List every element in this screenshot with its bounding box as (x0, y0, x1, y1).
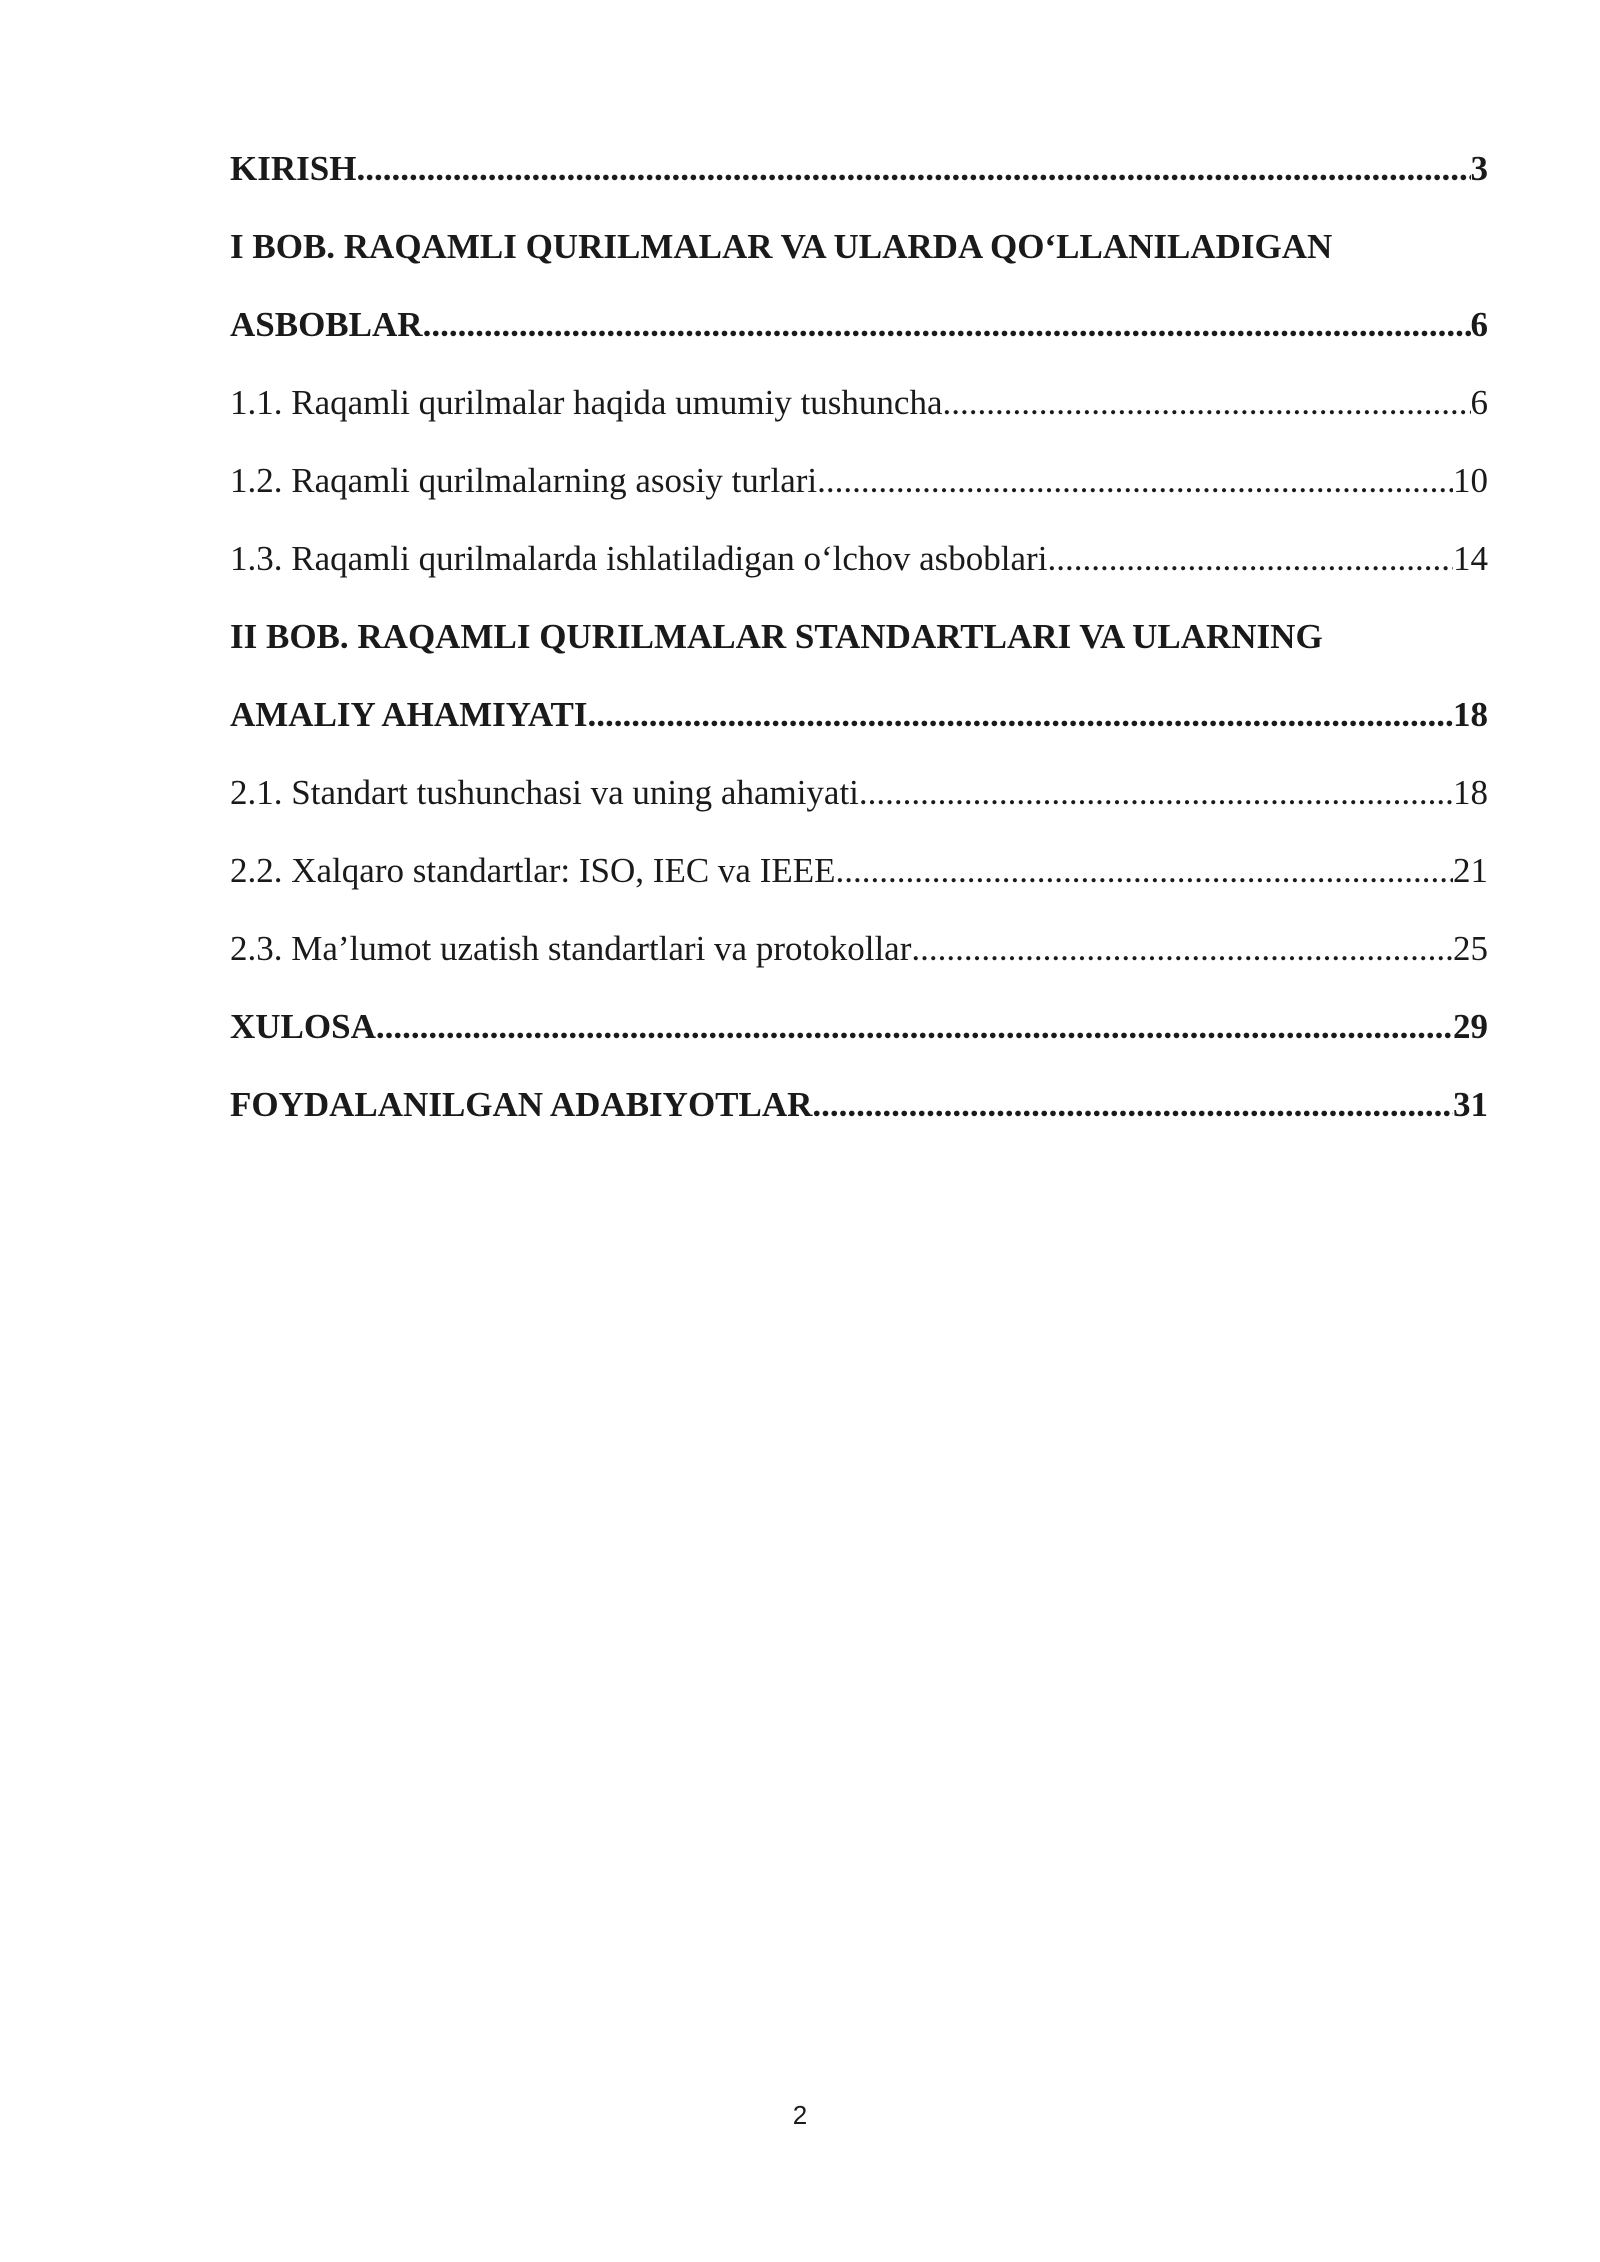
toc-entry-page: 14 (1453, 539, 1488, 578)
toc-entry-page: 6 (1470, 383, 1488, 422)
toc-entry-section-2-3[interactable] (230, 910, 1488, 988)
toc-dot-leader (1047, 520, 1453, 598)
toc-dot-leader (859, 754, 1453, 832)
toc-entry-page: 31 (1453, 1085, 1488, 1124)
toc-entry-section-1-3[interactable] (230, 520, 1488, 598)
toc-entry-title-continued: AMALIY AHAMIYATI (230, 695, 588, 734)
toc-entry-section-1-1[interactable] (230, 364, 1488, 442)
toc-entry-title: I BOB. RAQAMLI QURILMALAR VA ULARDA QO‘LLANILADIGAN (230, 227, 1333, 266)
toc-entry-title: 1.3. Raqamli qurilmalarda ishlatiladigan o‘lchov asboblari (230, 539, 1048, 578)
toc-dot-leader (943, 364, 1471, 442)
toc-dot-leader (911, 910, 1453, 988)
toc-entry-title: 1.2. Raqamli qurilmalarning asosiy turlari (230, 461, 818, 500)
toc-entry-title: KIRISH (230, 149, 357, 188)
toc-entry-references[interactable] (230, 1066, 1488, 1144)
toc-dot-leader (588, 676, 1454, 754)
toc-entry-page: 18 (1453, 695, 1488, 734)
toc-entry-chapter-1-line2[interactable] (230, 286, 1488, 364)
toc-entry-title: 1.1. Raqamli qurilmalar haqida umumiy tushuncha (230, 383, 943, 422)
toc-entry-title-continued: ASBOBLAR (230, 305, 423, 344)
toc-entry-page: 29 (1453, 1007, 1488, 1046)
toc-entry-kirish[interactable] (230, 130, 1488, 208)
toc-entry-page: 21 (1453, 851, 1488, 890)
toc-dot-leader (376, 988, 1453, 1066)
toc-entry-title: 2.3. Ma’lumot uzatish standartlari va protokollar (230, 929, 912, 968)
toc-entry-section-2-2[interactable] (230, 832, 1488, 910)
toc-entry-page: 25 (1453, 929, 1488, 968)
toc-entry-title: XULOSA (230, 1007, 376, 1046)
toc-dot-leader (817, 442, 1453, 520)
toc-entry-xulosa[interactable] (230, 988, 1488, 1066)
table-of-contents (230, 130, 1488, 1144)
toc-dot-leader (356, 130, 1470, 208)
page-number: 2 (792, 2100, 808, 2130)
toc-entry-page: 6 (1470, 305, 1488, 344)
toc-entry-page: 3 (1470, 149, 1488, 188)
toc-entry-title: 2.2. Xalqaro standartlar: ISO, IEC va IEEE (230, 851, 836, 890)
toc-dot-leader (423, 286, 1471, 364)
toc-entry-page: 18 (1453, 773, 1488, 812)
toc-entry-title: FOYDALANILGAN ADABIYOTLAR (230, 1085, 813, 1124)
toc-entry-section-2-1[interactable] (230, 754, 1488, 832)
toc-entry-chapter-2-line1[interactable] (230, 598, 1488, 676)
toc-entry-section-1-2[interactable] (230, 442, 1488, 520)
toc-entry-page: 10 (1453, 461, 1488, 500)
toc-entry-title: 2.1. Standart tushunchasi va uning ahamiyati (230, 773, 859, 812)
toc-entry-chapter-1-line1[interactable] (230, 208, 1488, 286)
toc-entry-chapter-2-line2[interactable] (230, 676, 1488, 754)
toc-dot-leader (812, 1066, 1453, 1144)
toc-entry-title: II BOB. RAQAMLI QURILMALAR STANDARTLARI VA ULARNING (230, 617, 1323, 656)
toc-dot-leader (836, 832, 1453, 910)
